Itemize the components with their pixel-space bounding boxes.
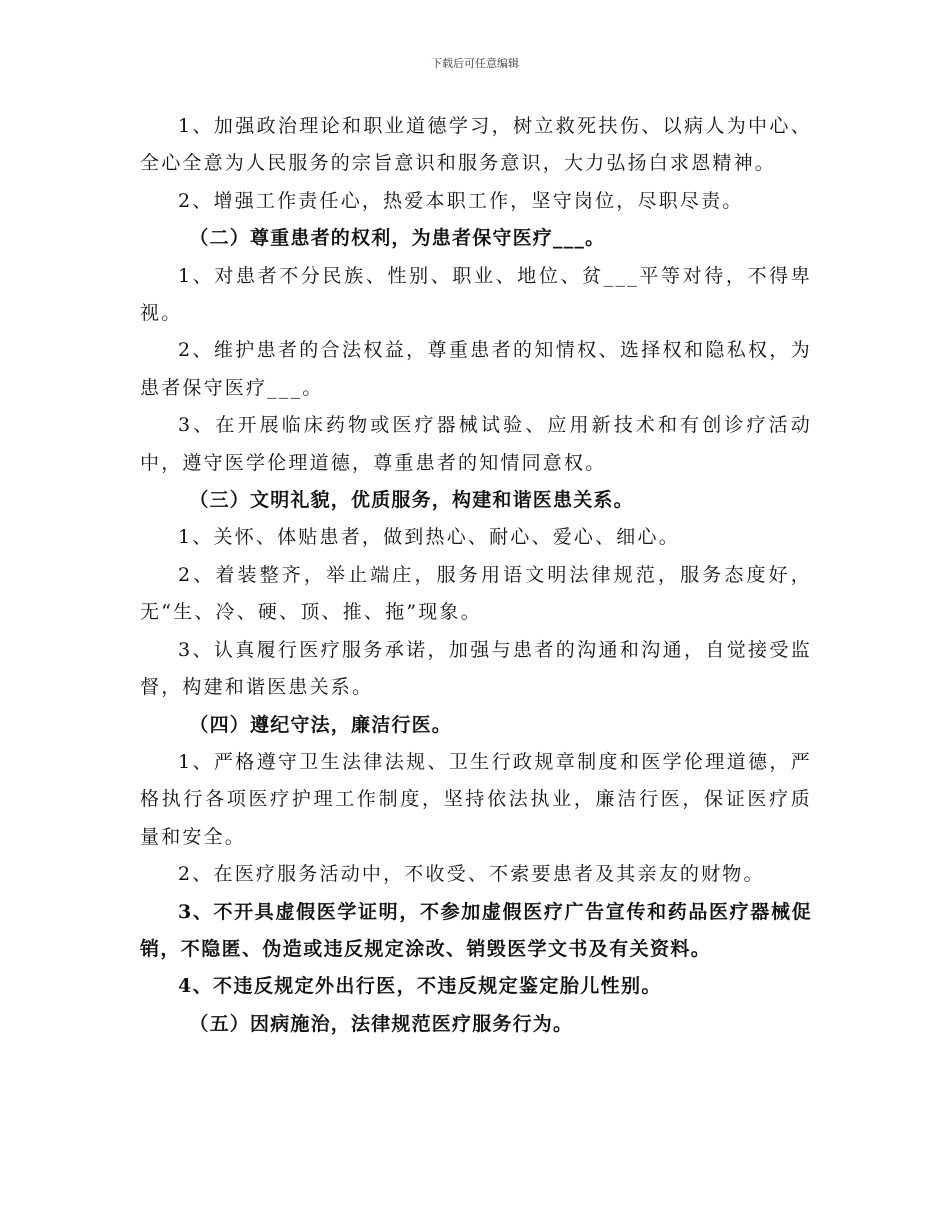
paragraph-10: 2、在医疗服务活动中，不收受、不索要患者及其亲友的财物。 [178,863,765,886]
paragraph-8: 3、认真履行医疗服务承诺，加强与患者的沟通和沟通，自觉接受监督，构建和谐医患关系。 [140,638,812,699]
paragraph-9: 1、严格遵守卫生法律法规、卫生行政规章制度和医学伦理道德，严格执行各项医疗护理工作制度，坚持依法执业，廉洁行医，保证医疗质量和安全。 [140,750,812,848]
paragraph-6: 1、关怀、体贴患者，做到热心、耐心、爱心、细心。 [178,526,680,549]
section-heading-4: （四）遵纪守法，廉洁行医。 [189,713,452,736]
paragraph-11: 3、不开具虚假医学证明，不参加虚假医疗广告宣传和药品医疗器械促销，不隐匿、伪造或违反规定涂改、销毁医学文书及有关资料。 [140,900,812,960]
paragraph-5: 3、在开展临床药物或医疗器械试验、应用新技术和有创诊疗活动中，遵守医学伦理道德，尊重患者的知情同意权。 [140,414,812,474]
paragraph-3: 1、对患者不分民族、性别、职业、地位、贫___平等对待，不得卑视。 [140,264,812,325]
page-header: 下载后可任意编辑 [431,57,519,70]
document-body [140,108,812,1043]
section-heading-5: （五）因病施治，法律规范医疗服务行为。 [189,1012,574,1035]
paragraph-7: 2、着装整齐，举止端庄，服务用语文明法律规范，服务态度好，无“生、冷、硬、顶、推、拖”现象。 [140,563,812,624]
paragraph-4: 2、维护患者的合法权益，尊重患者的知情权、选择权和隐私权，为患者保守医疗___。 [140,339,812,399]
paragraph-1: 1、加强政治理论和职业道德学习，树立救死扶伤、以病人为中心、全心全意为人民服务的宗旨意识和服务意识，大力弘扬白求恩精神。 [140,115,812,175]
section-heading-2: （二）尊重患者的权利，为患者保守医疗___。 [189,227,606,250]
paragraph-12: 4、不违反规定外出行医，不违反规定鉴定胎儿性别。 [178,975,662,998]
paragraph-2: 2、增强工作责任心，热爱本职工作，坚守岗位，尽职尽责。 [178,189,744,212]
section-heading-3: （三）文明礼貌，优质服务，构建和谐医患关系。 [189,489,634,512]
